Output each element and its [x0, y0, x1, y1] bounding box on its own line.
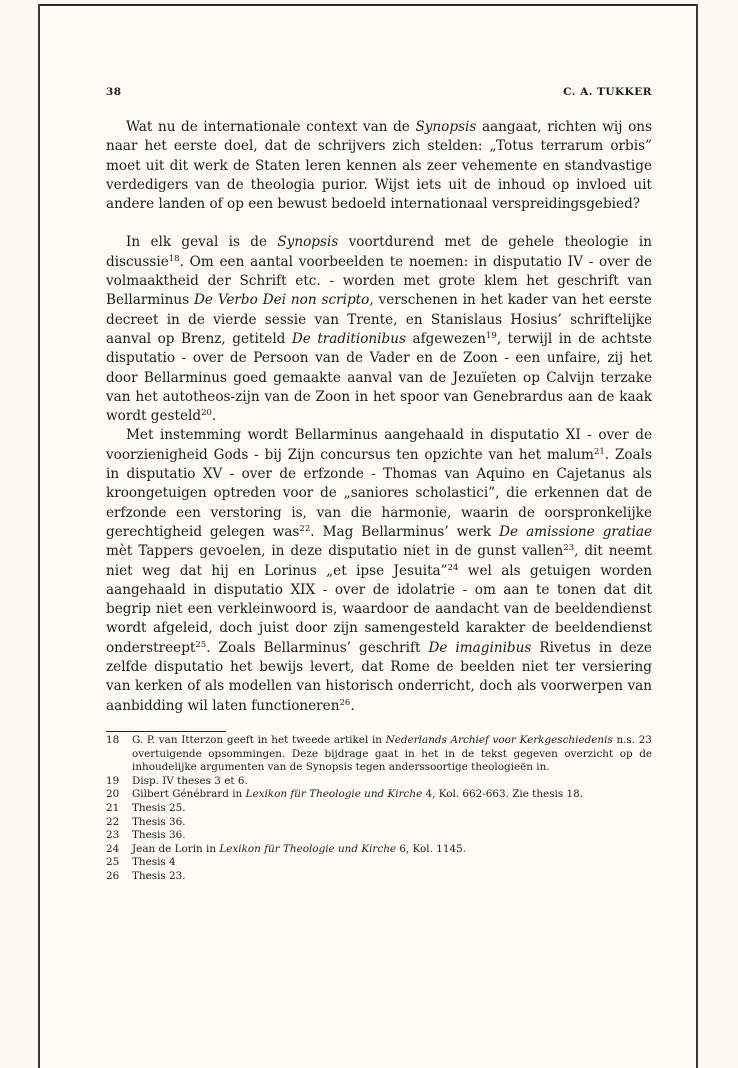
- footnote-ref-20[interactable]: 20: [201, 408, 212, 419]
- scan-edge-right: [696, 4, 698, 1068]
- text-run: , dit neemt niet weg dat hij en Lorinus „et ipse Jesuita”: [106, 543, 652, 579]
- footnote-24: [106, 843, 652, 857]
- text-run: .: [350, 697, 355, 714]
- text-run: . Om een aantal voorbeelden te noemen: in disputatio IV - over de volmaaktheid der Schrift etc. - worden met grote klem het geschrift van Bellarminus: [106, 253, 652, 309]
- footnote-text: Thesis 36.: [132, 829, 186, 842]
- footnote-text: [132, 788, 652, 802]
- text-run: , terwijl in de achtste disputatio - over de Persoon van de Vader en de Zoon - een unfaire, zij het door Bellarminus goed gemaakte aanval van de Jezuïeten op Calvijn terzake van het autotheos-zijn van de Zoon in het spoor van Genebrardus aan de kaak wordt gesteld: [106, 330, 652, 425]
- text-run: voortdurend met de gehele theologie in discussie: [106, 234, 652, 270]
- italic-title: Lexikon für Theologie und Kirche: [219, 842, 397, 855]
- text-run: Gilbert Génébrard in: [132, 788, 246, 801]
- running-header: [106, 86, 652, 102]
- footnote-number: 23: [106, 829, 120, 842]
- footnote-text: Thesis 25.: [132, 801, 186, 814]
- text-run: .: [211, 408, 217, 425]
- italic-title: Nederlands Archief voor Kerkgeschiedenis: [385, 734, 613, 746]
- footnote-number: 19: [106, 774, 120, 787]
- text-run: verschenen in het kader van het eerste decreet in de vierde sessie van Trente, en Stanislaus Hosius’ schriftelijke aanval op Brenz, getiteld: [106, 292, 652, 347]
- paragraph-3: [106, 426, 652, 715]
- page-number: 38: [106, 86, 122, 98]
- text-run: Jean de Lorin in: [132, 842, 220, 855]
- footnote-separator: [106, 731, 226, 732]
- text-run: Rivetus in deze zelfde disputatio het bewijs levert, dat Rome de beelden niet ter versiering van kerken of als modellen van historisch onderricht, doch als voorwerpen van aanbidding wil laten functioneren: [106, 639, 652, 714]
- footnote-text: Thesis 23.: [132, 869, 186, 882]
- text-run: afgewezen: [405, 330, 486, 347]
- text-run: G. P. van Itterzon geeft in het tweede artikel in: [132, 734, 386, 746]
- footnote-number: 26: [106, 869, 120, 882]
- text-run: Wat nu de internationale context van de: [126, 119, 416, 135]
- footnote-text: [132, 843, 652, 857]
- running-header-author: C. A. TUKKER: [563, 86, 652, 98]
- footnote-number: 22: [106, 815, 120, 828]
- footnote-19: [106, 775, 652, 789]
- footnote-ref-19[interactable]: 19: [486, 330, 497, 341]
- footnote-ref-23[interactable]: 23: [563, 543, 575, 554]
- footnote-ref-21[interactable]: 21: [593, 446, 605, 457]
- footnote-number: 18: [106, 734, 120, 746]
- footnote-18: [106, 734, 652, 775]
- text-run: n.s. 23 overtuigende opsommingen. Deze bijdrage gaat in het in de tekst gegeven overzicht op de inhoudelijke argumenten van de Synopsis tegen anderssoortige theologieën in.: [132, 734, 652, 774]
- italic-title: Synopsis: [277, 234, 339, 251]
- footnote-ref-22[interactable]: 22: [299, 523, 311, 534]
- footnote-text: Thesis 4: [132, 856, 176, 869]
- footnote-26: [106, 870, 652, 884]
- text-run: aangaat, richten wij ons naar het eerste doel, dat de schrijvers zich stelden: „Totus terrarum orbis” moet uit dit werk de Staten leren kennen als zeer vehemente en standvastige verdedigers van de theologia purior. Wijst iets uit de inhoud op invloed uit andere landen of op een bewust bedoeld internationaal verspreidingsgebied?: [106, 119, 652, 213]
- italic-title: De traditionibus: [291, 330, 406, 347]
- footnote-text: Disp. IV theses 3 et 6.: [132, 774, 248, 787]
- footnote-21: [106, 802, 652, 816]
- text-run: 6, Kol. 1145.: [396, 842, 466, 855]
- footnote-22: [106, 816, 652, 830]
- footnote-ref-25[interactable]: 25: [195, 639, 207, 650]
- footnote-number: 24: [106, 842, 120, 855]
- footnote-25: [106, 856, 652, 870]
- footnote-number: 20: [106, 788, 120, 801]
- footnote-number: 21: [106, 801, 120, 814]
- italic-title: De amissione gratiae: [499, 523, 652, 540]
- text-run: . Zoals Bellarminus’ geschrift: [206, 639, 429, 656]
- text-run: In elk geval is de: [126, 234, 278, 251]
- footnote-number: 25: [106, 856, 120, 869]
- footnote-20: [106, 788, 652, 802]
- italic-title: Lexikon für Theologie und Kirche: [245, 788, 423, 801]
- text-run: . Zoals in disputatio XV - over de erfzonde - Thomas van Aquino en Cajetanus als kroongetuigen optreden voor de „saniores scholastici”, die erkennen dat de erfzonde een verstoring is, van die harmonie, waarin de oorspronkelijke gerechtigheid gelegen was: [106, 446, 652, 540]
- footnote-ref-24[interactable]: 24: [447, 562, 459, 573]
- footnote-ref-26[interactable]: 26: [339, 697, 351, 708]
- text-run: wel als getuigen worden aangehaald in disputatio XIX - over de idolatrie - om aan te tonen dat dit begrip niet een verkleinwoord is, waardoor de aandacht van de beeldendienst wordt afgeleid, doch juist door zijn samengesteld karakter de beeldendienst onderstreept: [106, 562, 653, 656]
- text-run: mèt Tappers gevoelen, in deze disputatio niet in de gunst vallen: [106, 543, 564, 560]
- italic-title: De imaginibus: [428, 639, 532, 656]
- footnotes: [106, 734, 652, 884]
- body-text: [106, 118, 652, 716]
- text-run: 4, Kol. 662-663. Zie thesis 18.: [422, 788, 584, 801]
- paragraph-2: [106, 233, 652, 426]
- footnote-ref-18[interactable]: 18: [168, 253, 180, 264]
- footnote-text: Thesis 36.: [132, 815, 186, 828]
- italic-title: De Verbo Dei non scripto,: [193, 292, 374, 309]
- footnote-text: [132, 734, 652, 775]
- text-run: . Mag Bellarminus’ werk: [310, 523, 500, 540]
- text-run: Met instemming wordt Bellarminus aangehaald in disputatio XI - over de voorzienigheid Gods - bij Zijn concursus ten opzichte van het malum: [106, 427, 652, 463]
- italic-title: Synopsis: [415, 119, 477, 135]
- paragraph-1: [106, 118, 652, 214]
- footnote-23: [106, 829, 652, 843]
